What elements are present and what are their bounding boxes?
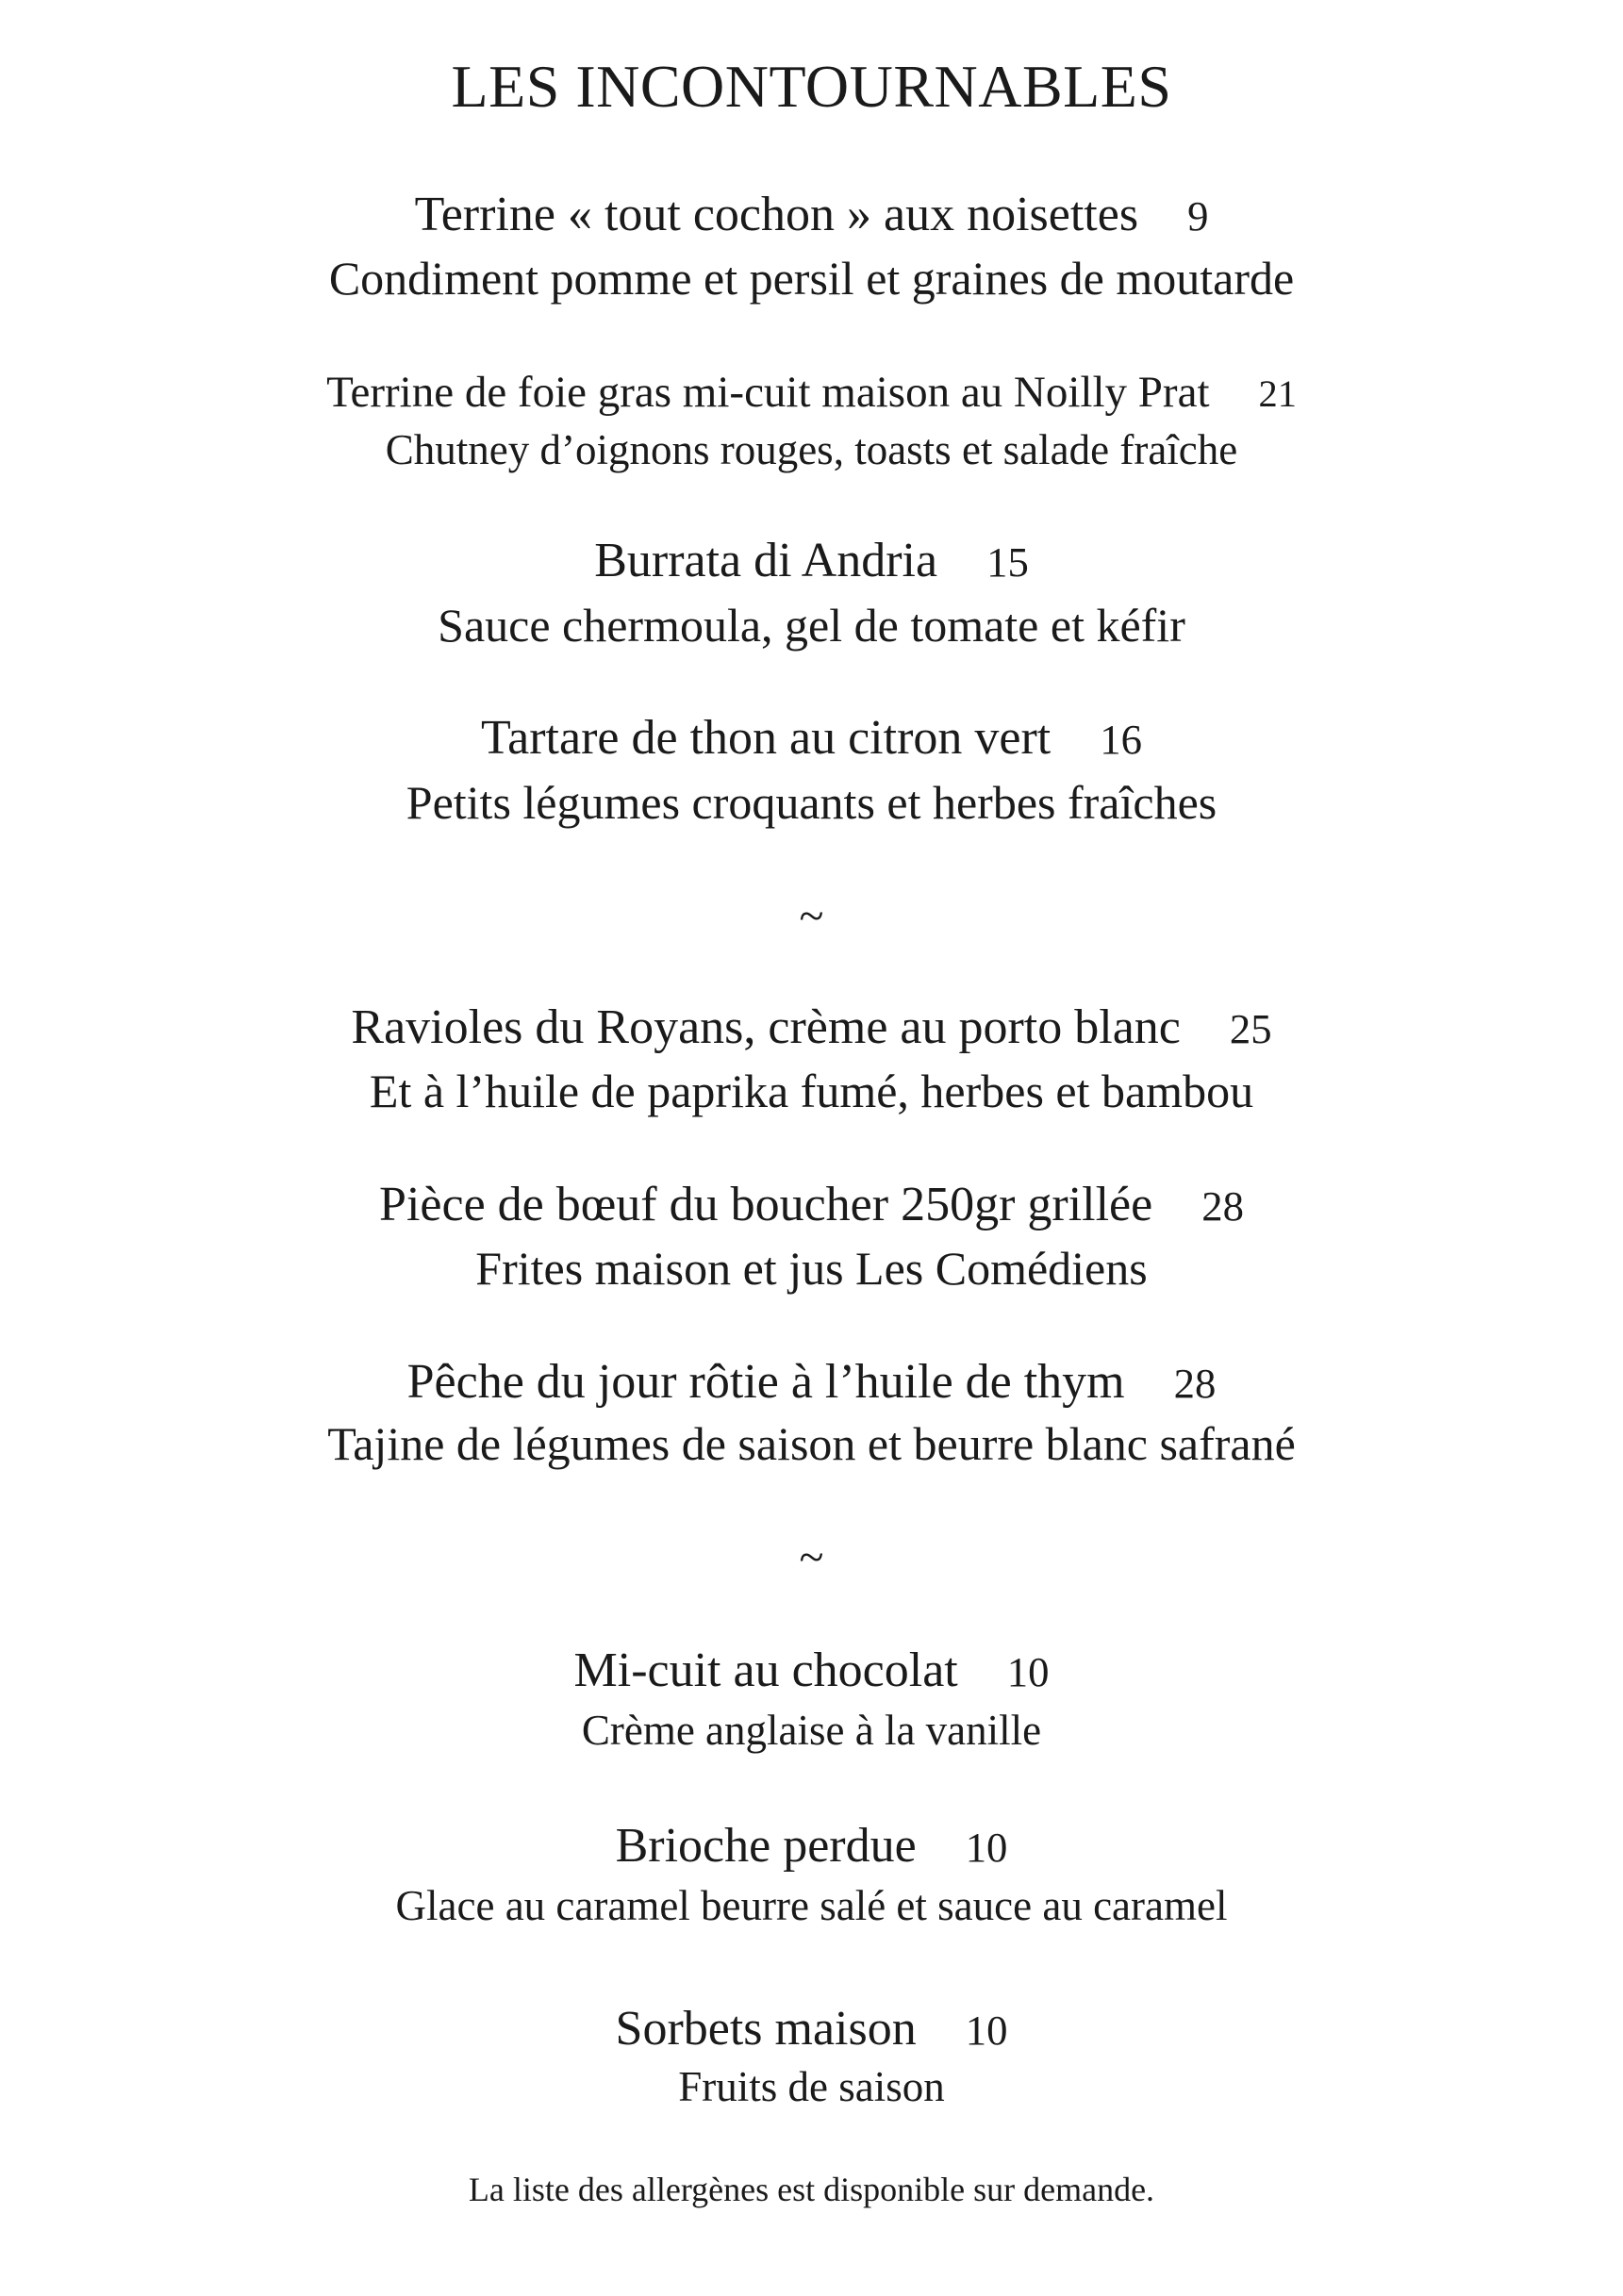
dish-name: Brioche perdue	[615, 1819, 917, 1873]
allergen-notice: La liste des allergènes est disponible sur demande.	[468, 2171, 1155, 2208]
dish-name: Ravioles du Royans, crème au porto blanc	[351, 1000, 1181, 1054]
menu-title: LES INCONTOURNABLES	[451, 53, 1172, 120]
dish-name: Terrine « tout cochon » aux noisettes	[414, 188, 1139, 241]
dish-name: Pièce de bœuf du boucher 250gr grillée	[379, 1178, 1153, 1231]
dish-price: 21	[1258, 372, 1297, 415]
menu-item-name	[0, 362, 1623, 424]
dish-description: Et à l’huile de paprika fumé, herbes et bambou	[369, 1065, 1254, 1117]
dish-name: Pêche du jour rôtie à l’huile de thym	[406, 1355, 1125, 1409]
dish-description: Frites maison et jus Les Comédiens	[475, 1242, 1148, 1295]
menu-item-name	[0, 1816, 1623, 1877]
dish-description: Chutney d’oignons rouges, toasts et salade fraîche	[385, 426, 1238, 473]
dish-description: Tajine de légumes de saison et beurre blanc safrané	[327, 1417, 1296, 1470]
dish-description: Sauce chermoula, gel de tomate et kéfir	[438, 599, 1185, 652]
section-separator: ~	[799, 1532, 824, 1582]
dish-description: Condiment pomme et persil et graines de moutarde	[328, 252, 1295, 305]
dish-name: Tartare de thon au citron vert	[481, 711, 1052, 765]
dish-description: Glace au caramel beurre salé et sauce au caramel	[395, 1882, 1228, 1929]
menu-item-name	[0, 1175, 1623, 1236]
dish-name: Sorbets maison	[615, 2002, 917, 2056]
dish-price: 28	[1173, 1360, 1217, 1407]
menu-item-name	[0, 708, 1623, 769]
menu-item-name	[0, 531, 1623, 592]
menu-item-name	[0, 1999, 1623, 2060]
dish-name: Mi-cuit au chocolat	[573, 1644, 958, 1697]
dish-name: Terrine de foie gras mi-cuit maison au Noilly Prat	[326, 368, 1210, 417]
menu-item-name	[0, 998, 1623, 1059]
dish-price: 28	[1201, 1182, 1244, 1230]
dish-description: Fruits de saison	[678, 2063, 945, 2110]
dish-price: 10	[1006, 1648, 1050, 1695]
menu-item-name	[0, 185, 1623, 246]
dish-description: Crème anglaise à la vanille	[581, 1707, 1042, 1754]
dish-price: 16	[1100, 716, 1142, 763]
dish-price: 10	[965, 2007, 1008, 2054]
dish-name: Burrata di Andria	[594, 534, 938, 587]
dish-price: 25	[1229, 1005, 1272, 1052]
dish-price: 10	[965, 1824, 1008, 1871]
section-separator: ~	[799, 891, 824, 941]
menu-item-name	[0, 1641, 1623, 1702]
menu-item-name	[0, 1352, 1623, 1413]
dish-description: Petits légumes croquants et herbes fraîches	[406, 776, 1217, 829]
dish-price: 15	[986, 538, 1029, 586]
dish-price: 9	[1187, 192, 1209, 240]
